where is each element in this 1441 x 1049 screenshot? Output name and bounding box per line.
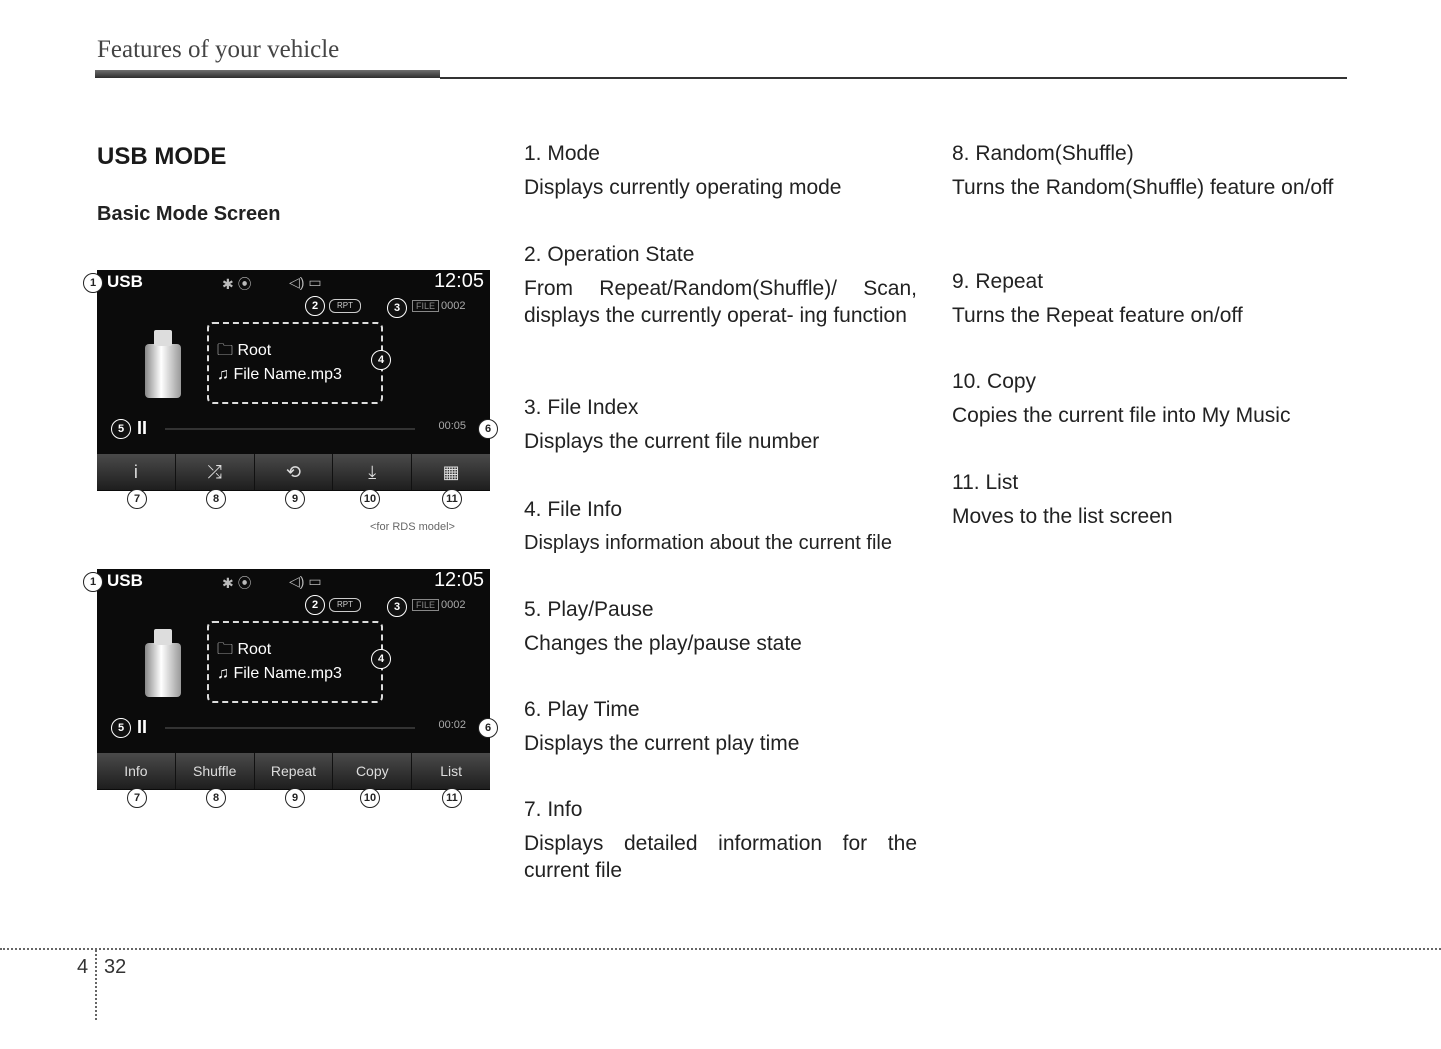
softkey-list: List	[440, 763, 462, 779]
operation-state-icon: RPT	[329, 598, 361, 612]
item-operation-state	[524, 243, 917, 329]
folder-row	[217, 638, 271, 665]
page-number: 32	[104, 956, 127, 978]
item-play-time	[524, 698, 917, 757]
volume-status-icon: ◁) ▭	[289, 274, 322, 290]
softkey-shuffle: Shuffle	[176, 753, 255, 789]
item-title: 7. Info	[524, 798, 583, 821]
rds-model-caption: <for RDS model>	[370, 521, 455, 533]
callout-1: 1	[83, 572, 103, 592]
file-index-tag: FILE	[412, 599, 439, 611]
callout-11: 11	[442, 788, 462, 808]
callout-9: 9	[285, 788, 305, 808]
softkey-callouts-2	[97, 788, 490, 808]
item-title: 2. Operation State	[524, 243, 695, 266]
usb-screen-illustration-1	[89, 270, 492, 491]
play-time: 00:05	[438, 420, 466, 432]
item-desc: Displays detailed information for the current file	[524, 832, 917, 882]
item-file-info	[524, 498, 917, 557]
softkey-bar	[97, 753, 490, 789]
softkey-callouts-1	[97, 489, 490, 509]
item-title: 1. Mode	[524, 142, 600, 165]
usb-stick-icon	[145, 643, 181, 697]
file-index-tag: FILE	[412, 300, 439, 312]
play-time: 00:02	[438, 719, 466, 731]
callout-7: 7	[127, 489, 147, 509]
callout-3: 3	[387, 298, 407, 318]
operation-state-icon: RPT	[329, 299, 361, 313]
item-random-shuffle	[952, 142, 1345, 201]
section-title: USB MODE	[97, 143, 227, 170]
footer-vertical-divider	[95, 950, 97, 1020]
file-info-box	[207, 621, 383, 703]
file-name: File Name.mp3	[233, 366, 342, 383]
item-title: 6. Play Time	[524, 698, 640, 721]
file-info-box	[207, 322, 383, 404]
softkey-info: Info	[97, 753, 176, 789]
callout-10: 10	[360, 788, 380, 808]
repeat-icon: ⟲	[255, 454, 334, 490]
folder-name: Root	[237, 342, 272, 359]
footer-divider	[0, 948, 1441, 950]
callout-6: 6	[478, 419, 498, 439]
screen-mode-label: USB	[107, 571, 143, 590]
file-index	[412, 599, 466, 611]
file-index-number: 0002	[441, 300, 466, 312]
callout-2: 2	[305, 595, 325, 615]
screen-clock: 12:05	[433, 569, 484, 591]
callout-11: 11	[442, 489, 462, 509]
item-desc: Displays the current play time	[524, 732, 800, 755]
folder-icon: 🗀	[217, 641, 238, 658]
item-title: 3. File Index	[524, 396, 639, 419]
callout-10: 10	[360, 489, 380, 509]
progress-bar	[165, 428, 415, 430]
callout-9: 9	[285, 489, 305, 509]
header-title: Features of your vehicle	[97, 36, 340, 63]
file-index-number: 0002	[441, 599, 466, 611]
item-copy	[952, 370, 1345, 429]
copy-icon: ⤓	[333, 454, 412, 490]
header-rule	[440, 77, 1347, 79]
chapter-number: 4	[77, 956, 89, 978]
item-play-pause	[524, 598, 917, 657]
item-title: 8. Random(Shuffle)	[952, 142, 1134, 165]
list-icon: ▦	[442, 461, 460, 482]
item-title: 10. Copy	[952, 370, 1037, 393]
screen-mode-label: USB	[107, 272, 143, 291]
item-desc: Displays information about the current file	[524, 532, 892, 554]
item-desc: Changes the play/pause state	[524, 632, 802, 655]
file-row	[217, 366, 342, 384]
usb-stick-icon	[145, 344, 181, 398]
info-icon: i	[97, 454, 176, 490]
item-desc: Displays the current file number	[524, 430, 820, 453]
callout-8: 8	[206, 489, 226, 509]
progress-bar	[165, 727, 415, 729]
item-info	[524, 798, 917, 884]
softkey-bar	[97, 454, 490, 490]
callout-6: 6	[478, 718, 498, 738]
callout-4: 4	[371, 350, 391, 370]
item-desc: Turns the Repeat feature on/off	[952, 304, 1243, 327]
folder-icon: 🗀	[217, 342, 238, 359]
header-bar	[95, 70, 440, 78]
softkey-repeat: Repeat	[255, 753, 334, 789]
callout-5: 5	[111, 718, 131, 738]
item-desc: Moves to the list screen	[952, 505, 1173, 528]
callout-7: 7	[127, 788, 147, 808]
file-row	[217, 665, 342, 683]
screen-clock: 12:05	[433, 270, 484, 292]
softkey-copy: Copy	[333, 753, 412, 789]
file-name: File Name.mp3	[233, 665, 342, 682]
folder-name: Root	[237, 641, 272, 658]
bluetooth-status-icon: ✱ ⦿	[222, 276, 252, 292]
callout-8: 8	[206, 788, 226, 808]
item-title: 5. Play/Pause	[524, 598, 654, 621]
item-desc: Copies the current file into My Music	[952, 404, 1291, 427]
callout-3: 3	[387, 597, 407, 617]
item-repeat	[952, 270, 1345, 329]
section-subtitle: Basic Mode Screen	[97, 203, 281, 225]
music-note-icon: ♫	[217, 366, 234, 383]
callout-4: 4	[371, 649, 391, 669]
play-pause-icon: II	[137, 418, 148, 438]
item-title: 4. File Info	[524, 498, 623, 521]
folder-row	[217, 339, 271, 366]
callout-1: 1	[83, 273, 103, 293]
shuffle-icon: ⤮	[176, 454, 255, 490]
item-desc: Turns the Random(Shuffle) feature on/off	[952, 176, 1334, 199]
item-title: 11. List	[952, 471, 1019, 494]
callout-2: 2	[305, 296, 325, 316]
callout-5: 5	[111, 419, 131, 439]
bluetooth-status-icon: ✱ ⦿	[222, 575, 252, 591]
volume-status-icon: ◁) ▭	[289, 573, 322, 589]
play-pause-icon: II	[137, 717, 148, 737]
item-file-index	[524, 396, 917, 455]
usb-screen-illustration-2	[89, 569, 492, 790]
item-title: 9. Repeat	[952, 270, 1044, 293]
music-note-icon: ♫	[217, 665, 234, 682]
item-desc: From Repeat/Random(Shuffle)/ Scan, displays the currently operat- ing function	[524, 277, 917, 327]
item-desc: Displays currently operating mode	[524, 176, 842, 199]
item-list	[952, 471, 1345, 530]
item-mode	[524, 142, 917, 201]
file-index	[412, 300, 466, 312]
